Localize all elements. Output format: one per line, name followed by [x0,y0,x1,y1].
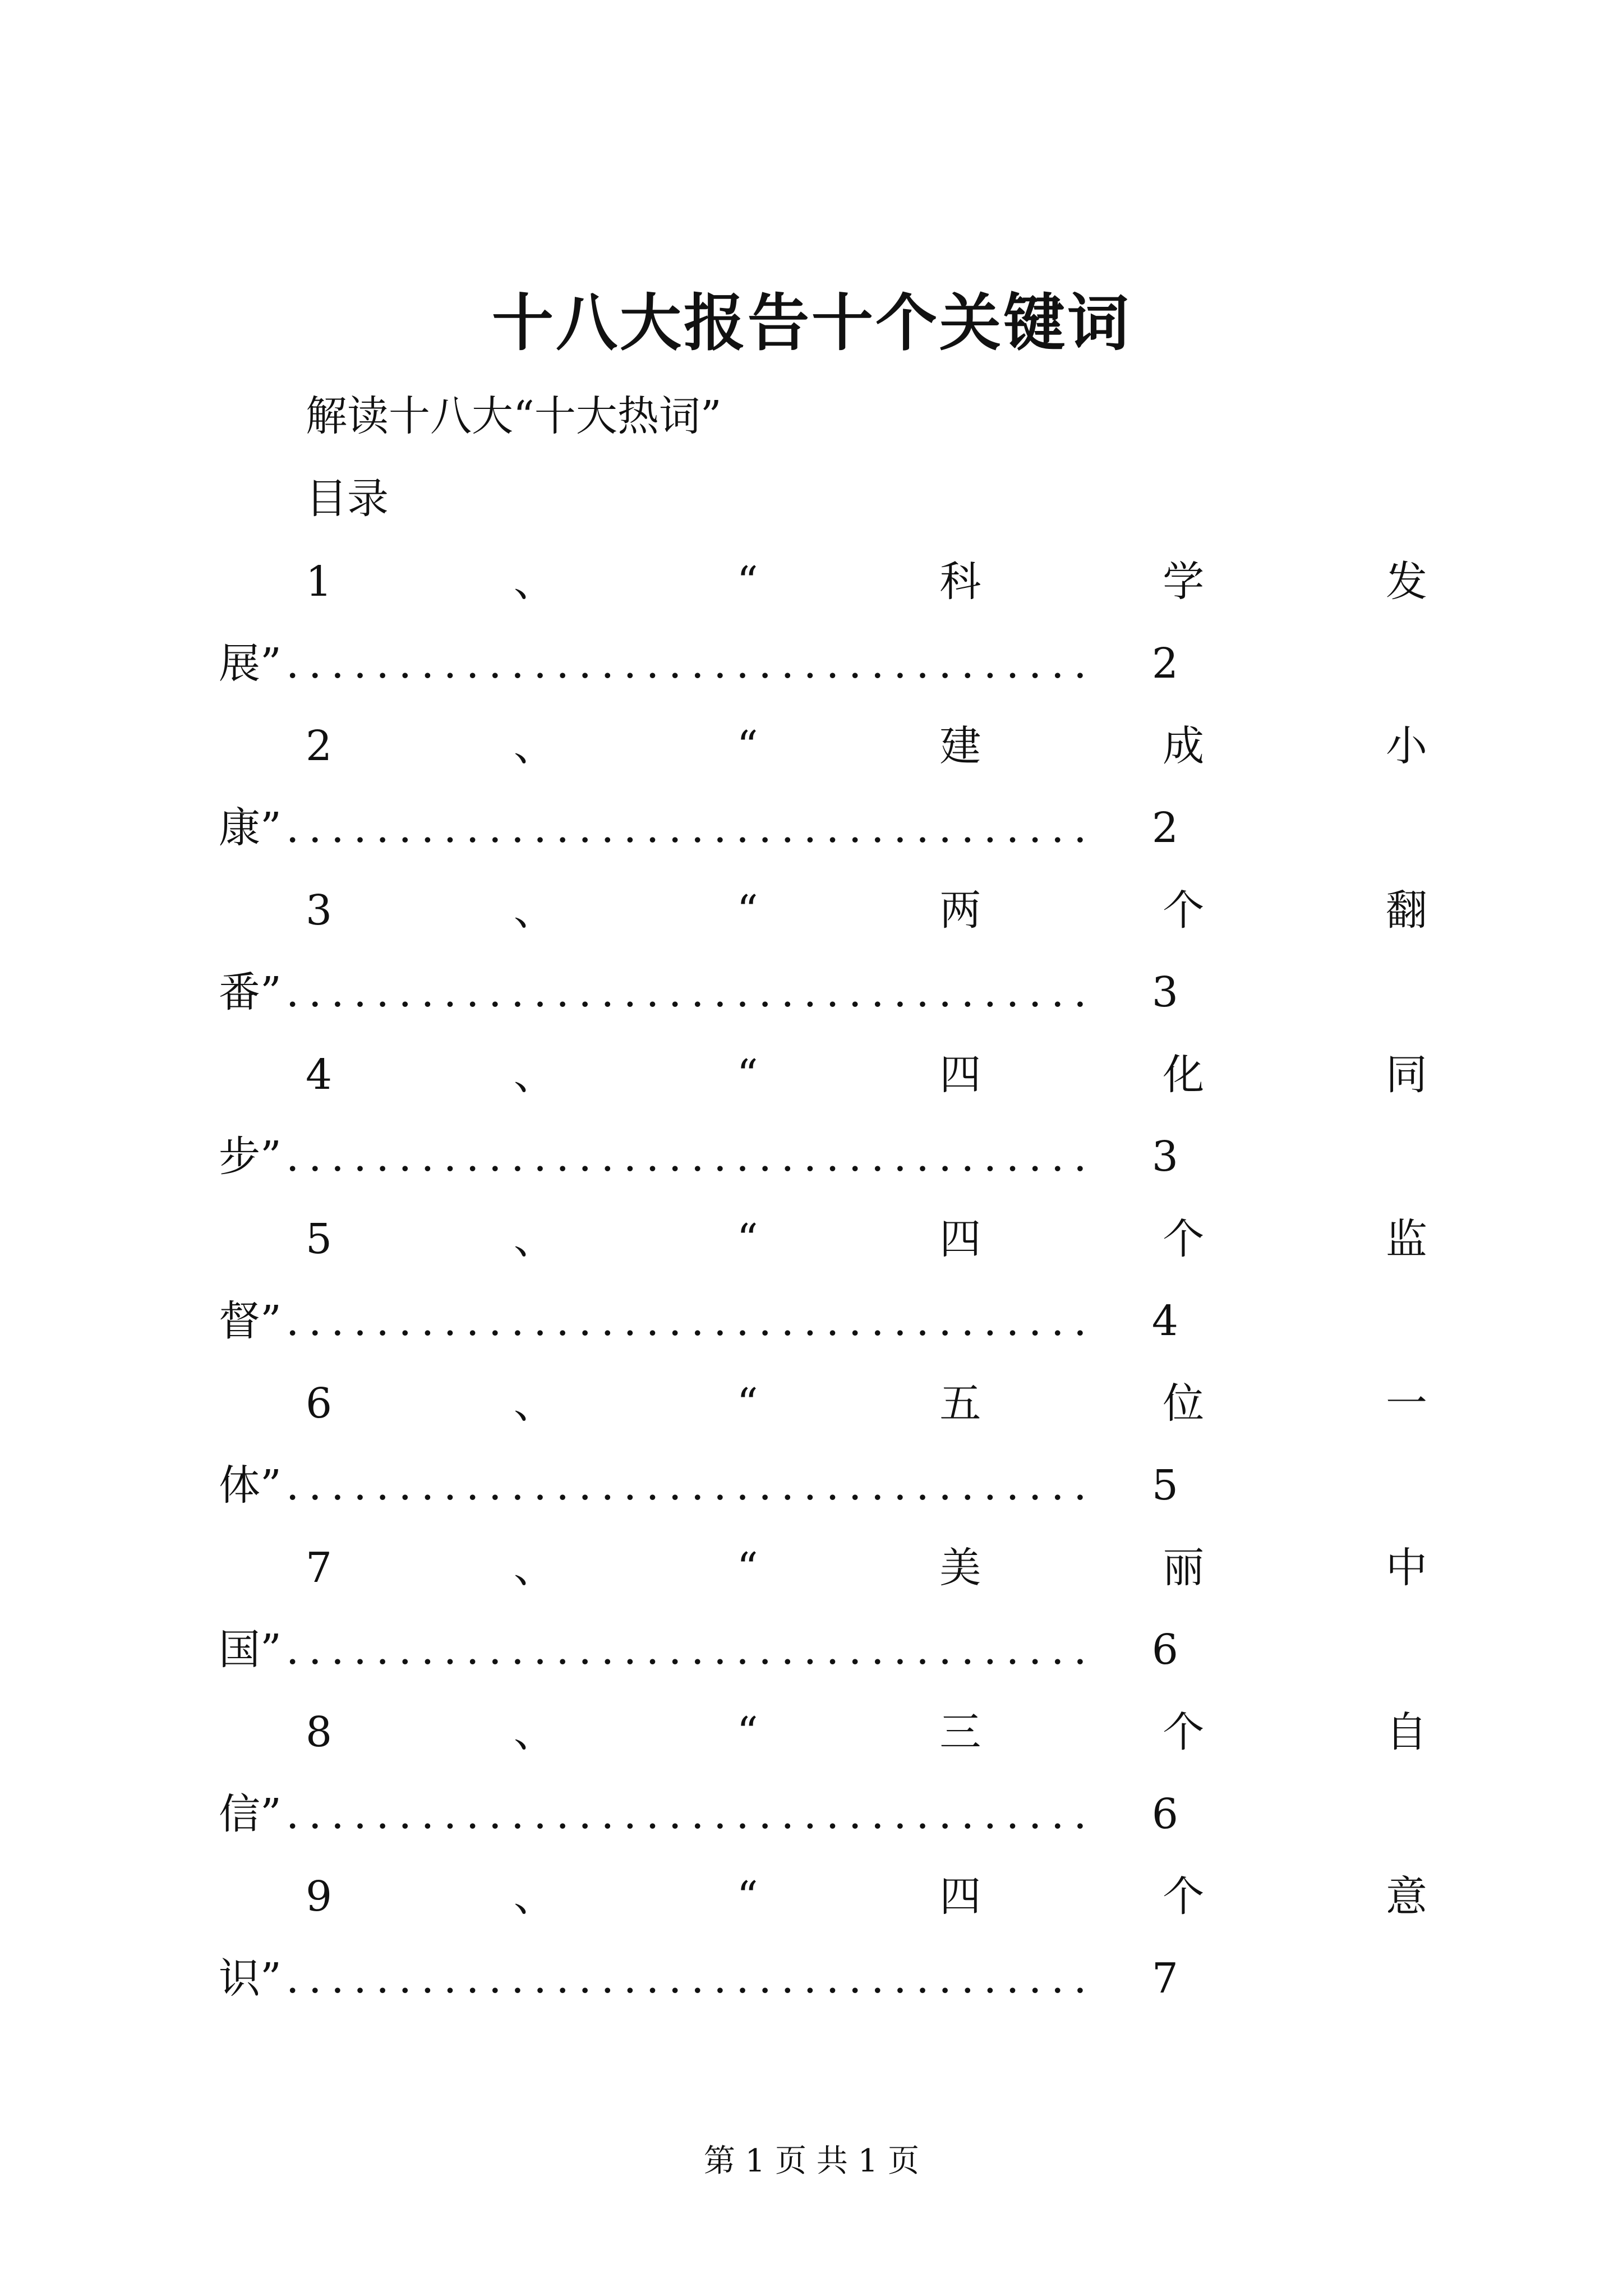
toc-entry-c3: 监 [1386,1215,1427,1263]
toc-entry-sep: 、 [513,1708,555,1756]
toc-page-number: 2 [1151,639,1178,688]
toc-entry-sep: 、 [513,1051,555,1099]
page-footer: 第 1 页 共 1 页 [703,2143,920,2179]
toc-entry-num: 1 [306,558,333,606]
toc-entry-c3: 小 [1386,722,1427,770]
toc-entry-sep: 、 [513,886,555,935]
toc-entry-sep: 、 [513,1215,555,1263]
toc-entry-tail: 番” [219,968,282,1016]
toc-entry-upper[interactable] [306,886,1427,940]
toc-entry-c2: 位 [1163,1379,1205,1428]
toc-entry-c3: 发 [1386,558,1427,606]
toc-leader-dots: .................................... [285,972,1096,1013]
toc-entry-upper[interactable] [306,1051,1427,1105]
toc-entry-lower[interactable] [219,1133,1178,1181]
toc-entry-num: 2 [306,722,333,770]
toc-entry-quote: “ [736,886,758,935]
toc-entry-c3: 中 [1386,1544,1427,1592]
toc-entry-c2: 个 [1163,1215,1205,1263]
toc-heading: 目录 [306,475,389,523]
toc-entry-quote: “ [736,1215,758,1263]
toc-entry-quote: “ [736,558,758,606]
toc-page-number: 7 [1151,1954,1178,2003]
document-subtitle: 解读十八大“十大热词” [306,392,722,440]
toc-entry-c3: 翻 [1386,886,1427,935]
toc-entry-c3: 同 [1386,1051,1427,1099]
toc-entry-num: 4 [306,1051,333,1099]
toc-leader-dots: .................................... [285,1629,1096,1671]
toc-entry-c2: 丽 [1163,1544,1205,1592]
toc-leader-dots: .................................... [285,1793,1096,1835]
toc-entry-sep: 、 [513,722,555,770]
toc-entry-lower[interactable] [219,804,1178,852]
toc-entry-c1: 四 [939,1051,981,1099]
toc-entry-num: 8 [306,1708,333,1756]
toc-entry-tail: 展” [219,639,282,688]
toc-entry-tail: 康” [219,804,282,852]
toc-entry-tail: 国” [219,1626,282,1674]
toc-entry-c3: 意 [1386,1872,1427,1921]
toc-entry-c1: 建 [939,722,981,770]
toc-entry-num: 6 [306,1379,333,1428]
toc-entry-upper[interactable] [306,722,1427,776]
toc-entry-lower[interactable] [219,1954,1178,2003]
toc-entry-sep: 、 [513,1379,555,1428]
toc-entry-upper[interactable] [306,1544,1427,1598]
toc-entry-c1: 美 [939,1544,981,1592]
toc-entry-quote: “ [736,1544,758,1592]
toc-page-number: 3 [1151,1133,1178,1181]
toc-entry-lower[interactable] [219,968,1178,1016]
toc-entry-c1: 四 [939,1215,981,1263]
toc-page-number: 4 [1151,1297,1178,1345]
toc-entry-c1: 三 [939,1708,981,1756]
toc-entry-lower[interactable] [219,639,1178,688]
toc-entry-c1: 两 [939,886,981,935]
toc-entry-upper[interactable] [306,1708,1427,1762]
toc-entry-c1: 科 [939,558,981,606]
toc-page-number: 2 [1151,804,1178,852]
toc-entry-c2: 个 [1163,1872,1205,1921]
toc-entry-upper[interactable] [306,1215,1427,1269]
toc-leader-dots: .................................... [285,1300,1096,1342]
toc-entry-tail: 督” [219,1297,282,1345]
toc-entry-sep: 、 [513,1544,555,1592]
toc-entry-upper[interactable] [306,558,1427,611]
toc-leader-dots: .................................... [285,1958,1096,1999]
toc-entry-c2: 学 [1163,558,1205,606]
toc-entry-lower[interactable] [219,1790,1178,1838]
toc-page-number: 6 [1151,1626,1178,1674]
toc-leader-dots: .................................... [285,807,1096,849]
toc-entry-lower[interactable] [219,1626,1178,1674]
toc-entry-num: 3 [306,886,333,935]
toc-entry-num: 5 [306,1215,333,1263]
toc-entry-num: 7 [306,1544,333,1592]
toc-entry-c3: 一 [1386,1379,1427,1428]
toc-entry-tail: 信” [219,1790,282,1838]
toc-entry-tail: 步” [219,1133,282,1181]
toc-page-number: 6 [1151,1790,1178,1838]
toc-entry-c1: 四 [939,1872,981,1921]
toc-entry-c2: 个 [1163,886,1205,935]
toc-entry-c2: 化 [1163,1051,1205,1099]
toc-leader-dots: .................................... [285,643,1096,684]
toc-entry-c1: 五 [939,1379,981,1428]
toc-entry-upper[interactable] [306,1379,1427,1433]
toc-entry-quote: “ [736,1872,758,1921]
toc-page-number: 5 [1151,1461,1178,1510]
toc-entry-tail: 体” [219,1461,282,1510]
toc-entry-quote: “ [736,722,758,770]
toc-entry-c2: 成 [1163,722,1205,770]
toc-entry-lower[interactable] [219,1461,1178,1510]
toc-entry-c3: 自 [1386,1708,1427,1756]
toc-entry-upper[interactable] [306,1872,1427,1926]
toc-entry-c2: 个 [1163,1708,1205,1756]
toc-entry-sep: 、 [513,1872,555,1921]
toc-entry-num: 9 [306,1872,333,1921]
document-title: 十八大报告十个关键词 [492,287,1131,359]
toc-leader-dots: .................................... [285,1136,1096,1177]
toc-entry-lower[interactable] [219,1297,1178,1345]
toc-entry-quote: “ [736,1708,758,1756]
toc-entry-tail: 识” [219,1954,282,2003]
toc-leader-dots: .................................... [285,1465,1096,1506]
toc-page-number: 3 [1151,968,1178,1016]
toc-entry-quote: “ [736,1379,758,1428]
toc-entry-sep: 、 [513,558,555,606]
toc-entry-quote: “ [736,1051,758,1099]
